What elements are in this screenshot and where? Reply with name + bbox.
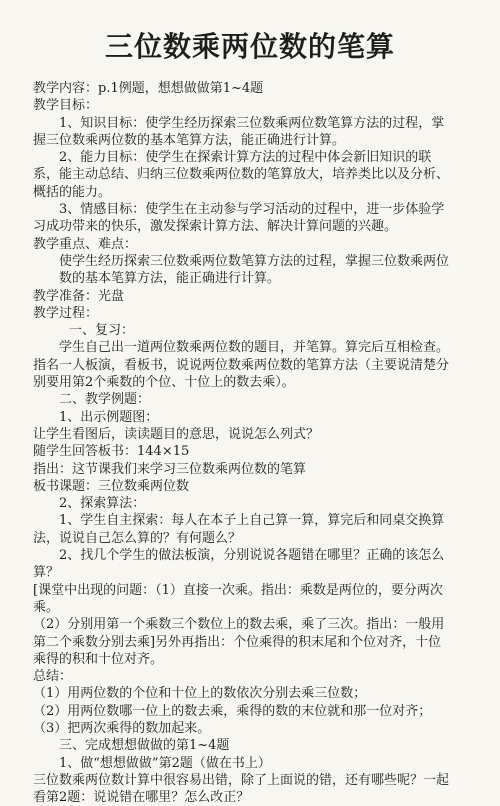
text-line: 2、找几个学生的做法板演，分别说说各题错在哪里？正确的该怎么 bbox=[59, 548, 445, 564]
text-line: 习成功带来的快乐，激发探索计算方法、解决计算问题的兴趣。 bbox=[33, 219, 398, 235]
text-line: 1、出示例题图： bbox=[59, 409, 159, 425]
document-title: 三位数乘两位数的笔算 bbox=[104, 30, 395, 63]
text-line: 1、做“想想做做”第2题（做在书上） bbox=[59, 755, 271, 771]
text-line: 三、完成想想做做的第1~4题 bbox=[59, 738, 230, 754]
text-line: 概括的能力。 bbox=[33, 184, 112, 200]
text-line: 一、复习： bbox=[69, 323, 135, 339]
text-line: 三位数乘两位数计算中很容易出错，除了上面说的错，还有哪些呢？一起 bbox=[33, 772, 450, 788]
text-line: 系，能主动总结、归纳三位数乘两位数的笔算放大，培养类比以及分析、 bbox=[33, 167, 450, 183]
text-line: 看第2题：说说错在哪里？怎么改正？ bbox=[33, 790, 250, 806]
text-line: 教学目标： bbox=[33, 98, 99, 114]
text-line: 法，说说自己怎么算的？有何题么？ bbox=[33, 530, 242, 546]
text-line: 教学准备：光盘 bbox=[33, 288, 125, 304]
text-line: 随学生回答板书：144×15 bbox=[33, 444, 190, 460]
text-line: 别要用第2个乘数的个位、十位上的数去乘）。 bbox=[33, 375, 295, 391]
text-line: 板书课题：三位数乘两位数 bbox=[33, 478, 190, 494]
text-line: 二、教学例题： bbox=[59, 392, 151, 408]
text-line: 指出：这节课我们来学习三位数乘两位数的笔算 bbox=[33, 461, 307, 477]
text-line: （3）把两次乘得的数加起来。 bbox=[33, 720, 211, 736]
text-line: 学生自己出一道两位数乘两位数的题目，并笔算。算完后互相检查。 bbox=[59, 340, 450, 356]
text-line: 指名一人板演，看板书，说说两位数乘两位数的笔算方法（主要说清楚分 bbox=[33, 357, 450, 373]
text-line: 3、情感目标：使学生在主动参与学习活动的过程中，进一步体验学 bbox=[59, 202, 445, 218]
text-line: 教学过程： bbox=[33, 305, 99, 321]
text-line: 数的基本笔算方法，能正确进行计算。 bbox=[59, 271, 281, 287]
text-line: 1、知识目标：使学生经历探索三位数乘两位数笔算方法的过程，掌 bbox=[59, 115, 445, 131]
text-line: 握三位数乘两位数的基本笔算方法，能正确进行计算。 bbox=[33, 132, 346, 148]
text-line: （1）用两位数的个位和十位上的数依次分别去乘三位数； bbox=[33, 686, 367, 702]
text-line: （2）分别用第一个乘数三个数位上的数去乘，乘了三次。指出：一般用 bbox=[33, 617, 445, 633]
text-line: 总结： bbox=[33, 669, 73, 685]
text-line: 让学生看图后，读读题目的意思，说说怎么列式？ bbox=[33, 426, 320, 442]
text-line: 乘。 bbox=[33, 599, 60, 615]
text-line: 乘得的积和十位对齐。 bbox=[33, 651, 164, 667]
text-line: [课堂中出现的问题：（1）直接一次乘。指出：乘数是两位的，要分两次 bbox=[33, 582, 443, 598]
text-line: 教学内容：p.1例题，想想做做第1~4题 bbox=[33, 81, 264, 96]
document-body bbox=[33, 80, 473, 806]
text-line: 1、学生自主探索：每人在本子上自己算一算，算完后和同桌交换算 bbox=[59, 513, 445, 529]
text-line: 算？ bbox=[33, 565, 60, 581]
text-line: 使学生经历探索三位数乘两位数笔算方法的过程，掌握三位数乘两位 bbox=[59, 253, 450, 269]
text-line: 2、探索算法： bbox=[59, 496, 146, 512]
text-line: 教学重点、难点： bbox=[33, 236, 138, 252]
text-line: （2）用两位数哪一位上的数去乘，乘得的数的末位就和那一位对齐； bbox=[33, 703, 432, 719]
text-line: 2、能力目标：使学生在探索计算方法的过程中体会新旧知识的联 bbox=[59, 150, 432, 166]
text-line: 第二个乘数分别去乘]另外再指出：个位乘得的积末尾和个位对齐，十位 bbox=[33, 634, 442, 650]
